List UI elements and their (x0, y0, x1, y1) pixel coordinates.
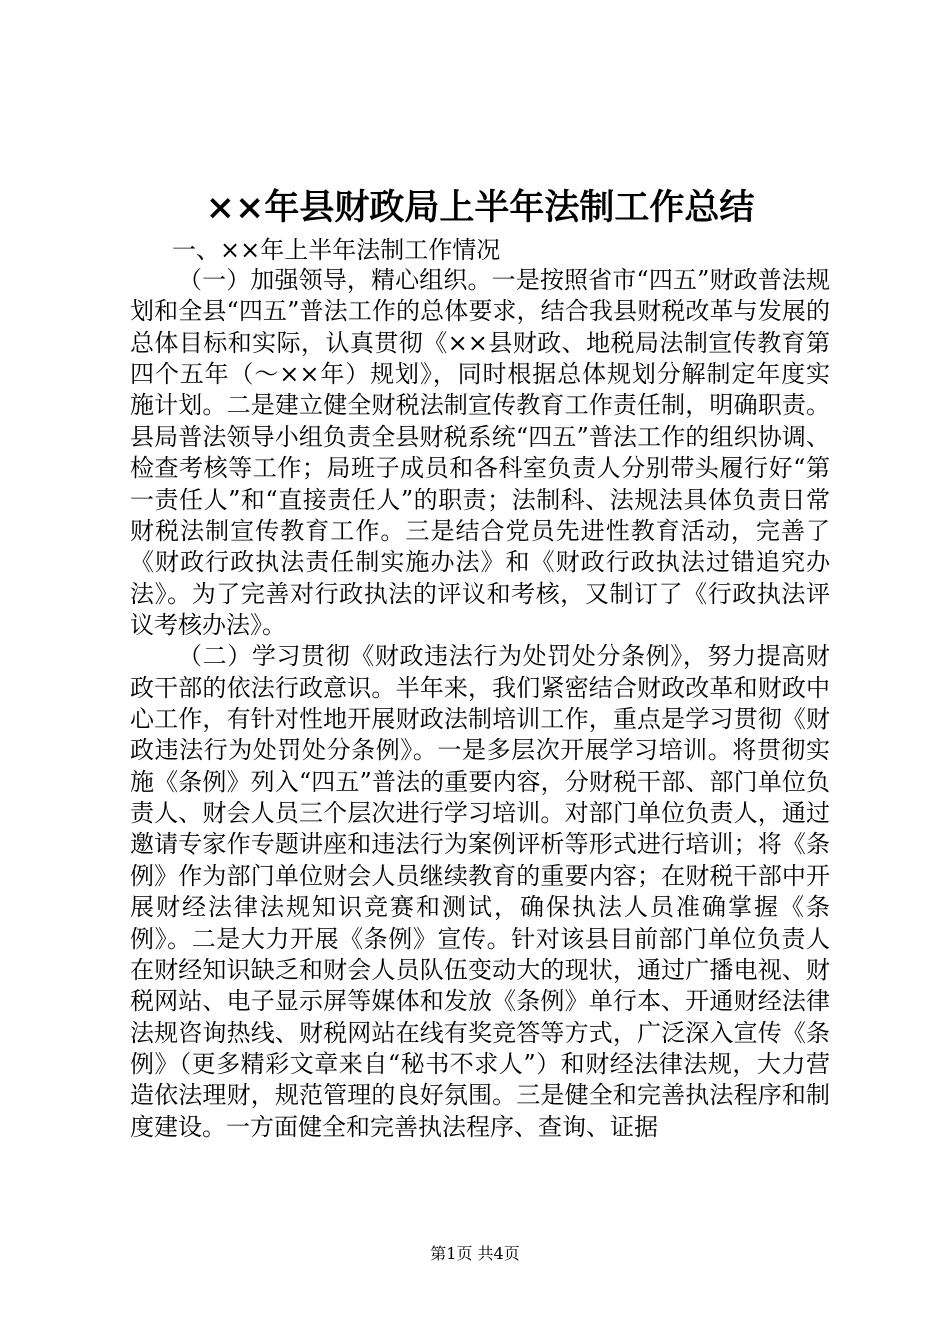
paragraph-1: （一）加强领导，精心组织。一是按照省市“四五”财政普法规划和全县“四五”普法工作的总体要求，结合我县财税改革与发展的总体目标和实际，认真贯彻《××县财政、地税局法制宣传教育第四个五年（～××年）规划》，同时根据总体规划分解制定年度实施计划。二是建立健全财税法制宣传教育工作责任制，明确职责。县局普法领导小组负责全县财税系统“四五”普法工作的组织协调、检查考核等工作；局班子成员和各科室负责人分别带头履行好“第一责任人”和“直接责任人”的职责；法制科、法规法具体负责日常财税法制宣传教育工作。三是结合党员先进性教育活动，完善了《财政行政执法责任制实施办法》和《财政行政执法过错追究办法》。为了完善对行政执法的评议和考核，又制订了《行政执法评议考核办法》。 (130, 266, 830, 639)
document-body (130, 265, 830, 1143)
paragraph-2: （二）学习贯彻《财政违法行为处罚处分条例》，努力提高财政干部的依法行政意识。半年来，我们紧密结合财政改革和财政中心工作，有针对性地开展财政法制培训工作，重点是学习贯彻《财政违法行为处罚处分条例》。一是多层次开展学习培训。将贯彻实施《条例》列入“四五”普法的重要内容，分财税干部、部门单位负责人、财会人员三个层次进行学习培训。对部门单位负责人，通过邀请专家作专题讲座和违法行为案例评析等形式进行培训；将《条例》作为部门单位财会人员继续教育的重要内容；在财税干部中开展财经法律法规知识竞赛和测试，确保执法人员准确掌握《条例》。二是大力开展《条例》宣传。针对该县目前部门单位负责人在财经知识缺乏和财会人员队伍变动大的现状，通过广播电视、财税网站、电子显示屏等媒体和发放《条例》单行本、开通财经法律法规咨询热线、财税网站在线有奖竞答等方式，广泛深入宣传《条例》（更多精彩文章来自“秘书不求人”）和财经法律法规，大力营造依法理财，规范管理的良好氛围。三是健全和完善执法程序和制度建设。一方面健全和完善执法程序、查询、证据 (130, 642, 830, 1141)
document-title: ××年县财政局上半年法制工作总结 (205, 187, 755, 228)
section-heading: 一、××年上半年法制工作情况 (172, 236, 501, 264)
page-number-footer: 第1页 共4页 (430, 1244, 520, 1263)
